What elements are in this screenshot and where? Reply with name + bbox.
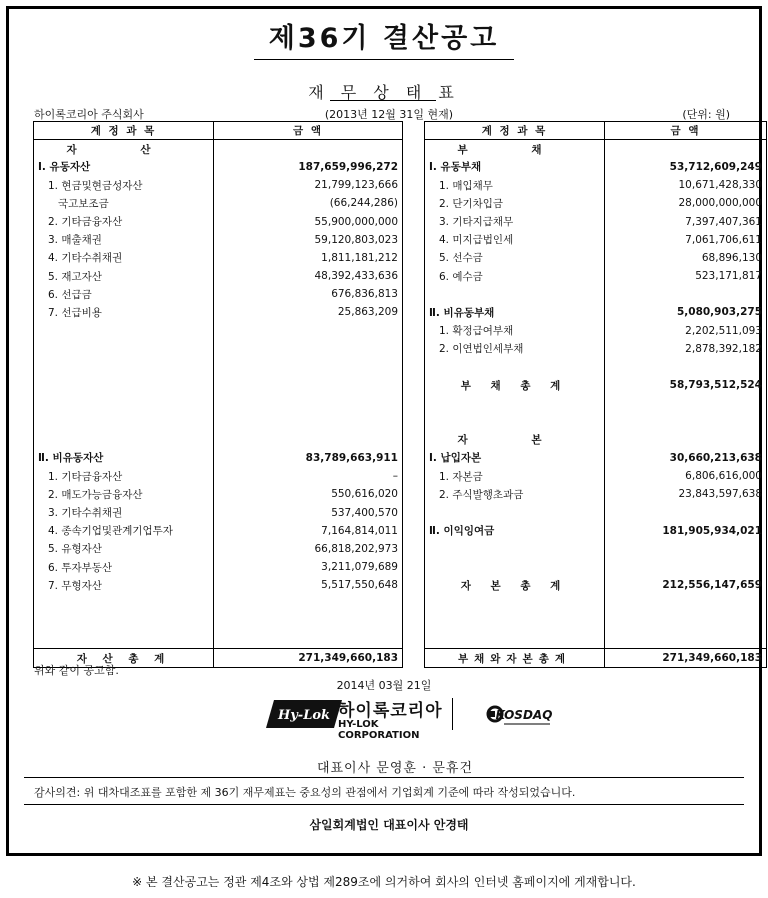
table-row bbox=[34, 285, 767, 303]
total-assets-label: 자 산 총 계 bbox=[34, 649, 214, 667]
table-row bbox=[34, 467, 767, 485]
left-account-cell: 자 산 bbox=[34, 140, 214, 158]
table-row bbox=[34, 158, 767, 176]
table-row bbox=[34, 558, 767, 576]
left-amount-cell: 66,818,202,973 bbox=[214, 540, 403, 558]
table-row bbox=[34, 540, 767, 558]
right-account-cell: Ⅱ. 비유동부채 bbox=[425, 303, 605, 321]
left-account-cell: 3. 매출채권 bbox=[34, 231, 214, 249]
statement-title-underline bbox=[330, 100, 436, 101]
right-amount-cell bbox=[605, 358, 767, 376]
right-account-cell: 2. 단기차입금 bbox=[425, 194, 605, 212]
statement-title: 재 무 상 태 표 bbox=[308, 83, 460, 102]
publication-date: 2014년 03월 21일 bbox=[336, 679, 432, 692]
hylok-logo-text: Hy-Lok bbox=[277, 708, 331, 723]
table-row bbox=[34, 194, 767, 212]
company-name: 하이록코리아 주식회사 bbox=[34, 108, 144, 121]
representatives: 대표이사 문영훈 · 문휴건 bbox=[316, 761, 474, 776]
right-amount-cell: 7,397,407,361 bbox=[605, 212, 767, 230]
table-row bbox=[34, 212, 767, 230]
right-account-cell bbox=[425, 558, 605, 576]
company-logo-english: HY-LOK CORPORATION bbox=[338, 719, 420, 741]
right-account-cell bbox=[425, 503, 605, 521]
right-account-cell bbox=[425, 394, 605, 412]
right-amount-cell bbox=[605, 413, 767, 431]
right-account-cell bbox=[425, 631, 605, 649]
right-amount-cell bbox=[605, 431, 767, 449]
total-assets-amount: 271,349,660,183 bbox=[214, 649, 403, 667]
left-amount-cell: 59,120,803,023 bbox=[214, 231, 403, 249]
left-amount-cell bbox=[214, 394, 403, 412]
table-row bbox=[34, 231, 767, 249]
left-account-cell: 1. 현금및현금성자산 bbox=[34, 176, 214, 194]
right-account-cell: 6. 예수금 bbox=[425, 267, 605, 285]
totals-row bbox=[34, 649, 767, 667]
right-amount-cell bbox=[605, 140, 767, 158]
column-gap bbox=[403, 140, 425, 158]
table-header-row bbox=[34, 122, 767, 140]
left-amount-cell: 5,517,550,648 bbox=[214, 576, 403, 594]
left-account-cell: 5. 재고자산 bbox=[34, 267, 214, 285]
column-gap bbox=[403, 122, 425, 140]
right-account-cell: 5. 선수금 bbox=[425, 249, 605, 267]
legal-footnote: ※ 본 결산공고는 정관 제4조와 상법 제289조에 의거하여 회사의 인터넷 홈페이지에 게재합니다. bbox=[132, 875, 636, 889]
left-amount-cell: 1,811,181,212 bbox=[214, 249, 403, 267]
right-account-cell: 2. 주식발행초과금 bbox=[425, 485, 605, 503]
left-account-cell bbox=[34, 340, 214, 358]
right-account-cell bbox=[425, 613, 605, 631]
table-row bbox=[34, 267, 767, 285]
left-amount-cell bbox=[214, 376, 403, 394]
right-account-cell: 1. 자본금 bbox=[425, 467, 605, 485]
column-gap bbox=[403, 231, 425, 249]
right-amount-cell bbox=[605, 613, 767, 631]
hylok-logo bbox=[266, 700, 342, 728]
divider-line bbox=[24, 804, 744, 805]
table-row bbox=[34, 431, 767, 449]
right-amount-cell bbox=[605, 594, 767, 612]
right-account-header: 계 정 과 목 bbox=[425, 122, 605, 140]
column-gap bbox=[403, 485, 425, 503]
left-amount-cell: 537,400,570 bbox=[214, 503, 403, 521]
column-gap bbox=[403, 558, 425, 576]
column-gap bbox=[403, 285, 425, 303]
left-account-cell: 1. 기타금융자산 bbox=[34, 467, 214, 485]
total-liabilities-equity-amount: 271,349,660,183 bbox=[605, 649, 767, 667]
left-account-cell bbox=[34, 322, 214, 340]
auditor-name: 삼일회계법인 대표이사 안경태 bbox=[309, 818, 469, 832]
column-gap bbox=[403, 449, 425, 467]
right-amount-cell bbox=[605, 631, 767, 649]
total-liabilities-equity-label: 부채와자본총계 bbox=[425, 649, 605, 667]
right-account-cell: 3. 기타지급채무 bbox=[425, 212, 605, 230]
right-amount-cell: 28,000,000,000 bbox=[605, 194, 767, 212]
column-gap bbox=[403, 576, 425, 594]
right-account-cell: 자 본 bbox=[425, 431, 605, 449]
column-gap bbox=[403, 431, 425, 449]
right-amount-cell: 7,061,706,611 bbox=[605, 231, 767, 249]
right-amount-cell: 2,878,392,182 bbox=[605, 340, 767, 358]
left-amount-cell bbox=[214, 358, 403, 376]
left-amount-header: 금 액 bbox=[214, 122, 403, 140]
table-row bbox=[34, 376, 767, 394]
right-amount-cell: 58,793,512,524 bbox=[605, 376, 767, 394]
right-account-cell bbox=[425, 285, 605, 303]
right-amount-cell bbox=[605, 394, 767, 412]
company-logo-text bbox=[338, 696, 450, 741]
right-amount-cell bbox=[605, 540, 767, 558]
column-gap bbox=[403, 358, 425, 376]
left-amount-cell bbox=[214, 631, 403, 649]
right-amount-cell: 6,806,616,000 bbox=[605, 467, 767, 485]
table-row bbox=[34, 613, 767, 631]
report-date: (2013년 12월 31일 현재) bbox=[324, 108, 454, 121]
left-account-cell: 4. 종속기업및관계기업투자 bbox=[34, 522, 214, 540]
table-row bbox=[34, 449, 767, 467]
right-amount-cell: 2,202,511,093 bbox=[605, 322, 767, 340]
kosdaq-logo-text: KOSDAQ bbox=[495, 708, 553, 722]
table-body bbox=[34, 140, 767, 649]
column-gap bbox=[403, 267, 425, 285]
table-row bbox=[34, 576, 767, 594]
left-amount-cell: 7,164,814,011 bbox=[214, 522, 403, 540]
table-row bbox=[34, 358, 767, 376]
public-notice-text: 위와 같이 공고함. bbox=[34, 664, 119, 677]
table-row bbox=[34, 594, 767, 612]
left-amount-cell: 676,836,813 bbox=[214, 285, 403, 303]
left-amount-cell: 550,616,020 bbox=[214, 485, 403, 503]
page-title: 제36기 결산공고 bbox=[268, 23, 500, 54]
left-amount-cell bbox=[214, 431, 403, 449]
left-amount-cell: 187,659,996,272 bbox=[214, 158, 403, 176]
left-account-cell: 3. 기타수취채권 bbox=[34, 503, 214, 521]
right-account-cell bbox=[425, 594, 605, 612]
right-amount-cell: 523,171,817 bbox=[605, 267, 767, 285]
table-row bbox=[34, 394, 767, 412]
table-row bbox=[34, 413, 767, 431]
right-amount-cell: 181,905,934,021 bbox=[605, 522, 767, 540]
left-amount-cell bbox=[214, 340, 403, 358]
left-account-cell: 6. 투자부동산 bbox=[34, 558, 214, 576]
right-account-cell bbox=[425, 358, 605, 376]
column-gap bbox=[403, 303, 425, 321]
logo-divider bbox=[452, 698, 453, 730]
table-row bbox=[34, 522, 767, 540]
column-gap bbox=[403, 649, 425, 667]
company-logo-korean: 하이록코리아 bbox=[338, 701, 443, 721]
title-underline bbox=[254, 59, 514, 60]
left-account-cell: 5. 유형자산 bbox=[34, 540, 214, 558]
left-account-header: 계 정 과 목 bbox=[34, 122, 214, 140]
column-gap bbox=[403, 194, 425, 212]
column-gap bbox=[403, 340, 425, 358]
left-amount-cell bbox=[214, 322, 403, 340]
right-account-cell: 4. 미지급법인세 bbox=[425, 231, 605, 249]
right-account-cell: Ⅰ. 유동부채 bbox=[425, 158, 605, 176]
left-account-cell: 2. 매도가능금융자산 bbox=[34, 485, 214, 503]
right-amount-cell: 53,712,609,249 bbox=[605, 158, 767, 176]
left-account-cell bbox=[34, 613, 214, 631]
left-account-cell: 4. 기타수취채권 bbox=[34, 249, 214, 267]
right-account-cell: 부 채 bbox=[425, 140, 605, 158]
right-account-cell: 2. 이연법인세부채 bbox=[425, 340, 605, 358]
divider-line bbox=[24, 777, 744, 778]
table-row bbox=[34, 485, 767, 503]
right-account-cell: 1. 확정급여부채 bbox=[425, 322, 605, 340]
right-amount-cell: 30,660,213,638 bbox=[605, 449, 767, 467]
right-amount-header: 금 액 bbox=[605, 122, 767, 140]
left-account-cell: 국고보조금 bbox=[34, 194, 214, 212]
column-gap bbox=[403, 594, 425, 612]
left-account-cell bbox=[34, 413, 214, 431]
right-account-cell: 1. 매입채무 bbox=[425, 176, 605, 194]
left-account-cell bbox=[34, 431, 214, 449]
column-gap bbox=[403, 540, 425, 558]
column-gap bbox=[403, 467, 425, 485]
right-account-cell: Ⅱ. 이익잉여금 bbox=[425, 522, 605, 540]
left-account-cell: 7. 무형자산 bbox=[34, 576, 214, 594]
column-gap bbox=[403, 322, 425, 340]
column-gap bbox=[403, 522, 425, 540]
column-gap bbox=[403, 613, 425, 631]
left-amount-cell: 21,799,123,666 bbox=[214, 176, 403, 194]
right-amount-cell bbox=[605, 285, 767, 303]
right-amount-cell bbox=[605, 503, 767, 521]
left-account-cell bbox=[34, 631, 214, 649]
left-account-cell bbox=[34, 394, 214, 412]
right-amount-cell: 5,080,903,275 bbox=[605, 303, 767, 321]
right-account-cell bbox=[425, 540, 605, 558]
left-amount-cell bbox=[214, 613, 403, 631]
left-amount-cell bbox=[214, 140, 403, 158]
table-row bbox=[34, 631, 767, 649]
column-gap bbox=[403, 631, 425, 649]
left-account-cell: Ⅰ. 유동자산 bbox=[34, 158, 214, 176]
right-amount-cell: 212,556,147,659 bbox=[605, 576, 767, 594]
right-amount-cell bbox=[605, 558, 767, 576]
column-gap bbox=[403, 176, 425, 194]
column-gap bbox=[403, 376, 425, 394]
column-gap bbox=[403, 413, 425, 431]
left-amount-cell: 83,789,663,911 bbox=[214, 449, 403, 467]
left-account-cell: 6. 선급금 bbox=[34, 285, 214, 303]
column-gap bbox=[403, 503, 425, 521]
table-row bbox=[34, 176, 767, 194]
left-amount-cell: – bbox=[214, 467, 403, 485]
left-amount-cell: 48,392,433,636 bbox=[214, 267, 403, 285]
column-gap bbox=[403, 158, 425, 176]
table-row bbox=[34, 503, 767, 521]
left-amount-cell: 3,211,079,689 bbox=[214, 558, 403, 576]
table-row bbox=[34, 249, 767, 267]
left-amount-cell: (66,244,286) bbox=[214, 194, 403, 212]
table-row bbox=[34, 303, 767, 321]
currency-unit: (단위: 원) bbox=[682, 108, 730, 121]
balance-sheet-table bbox=[33, 121, 767, 668]
column-gap bbox=[403, 249, 425, 267]
left-account-cell bbox=[34, 376, 214, 394]
audit-opinion: 감사의견: 위 대차대조표를 포함한 제 36기 재무제표는 중요성의 관점에서 기업회계 기준에 따라 작성되었습니다. bbox=[34, 786, 576, 799]
column-gap bbox=[403, 394, 425, 412]
right-amount-cell: 68,896,130 bbox=[605, 249, 767, 267]
right-amount-cell: 10,671,428,330 bbox=[605, 176, 767, 194]
left-account-cell bbox=[34, 594, 214, 612]
table-row bbox=[34, 140, 767, 158]
left-account-cell: Ⅱ. 비유동자산 bbox=[34, 449, 214, 467]
left-amount-cell bbox=[214, 594, 403, 612]
right-account-cell: Ⅰ. 납입자본 bbox=[425, 449, 605, 467]
column-gap bbox=[403, 212, 425, 230]
left-amount-cell: 55,900,000,000 bbox=[214, 212, 403, 230]
left-amount-cell: 25,863,209 bbox=[214, 303, 403, 321]
table-row bbox=[34, 322, 767, 340]
right-account-cell: 부 채 총 계 bbox=[425, 376, 605, 394]
left-amount-cell bbox=[214, 413, 403, 431]
right-account-cell bbox=[425, 413, 605, 431]
left-account-cell: 7. 선급비용 bbox=[34, 303, 214, 321]
kosdaq-logo bbox=[484, 702, 558, 728]
left-account-cell: 2. 기타금융자산 bbox=[34, 212, 214, 230]
left-account-cell bbox=[34, 358, 214, 376]
right-account-cell: 자 본 총 계 bbox=[425, 576, 605, 594]
table-row bbox=[34, 340, 767, 358]
right-amount-cell: 23,843,597,638 bbox=[605, 485, 767, 503]
